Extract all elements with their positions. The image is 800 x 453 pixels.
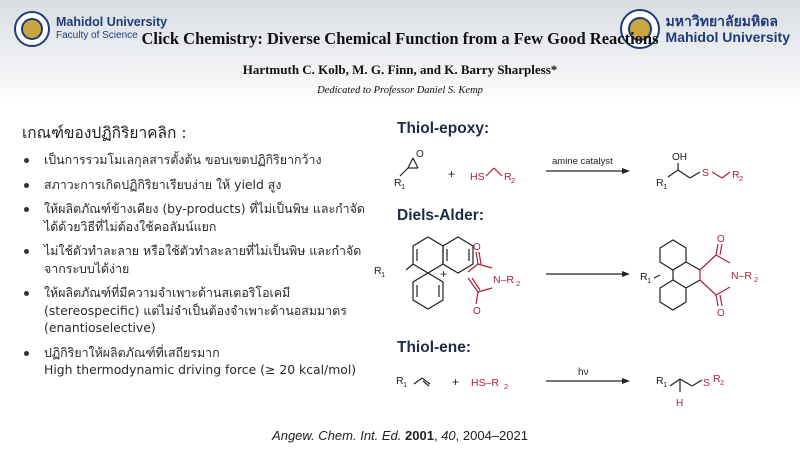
criteria-item-line: (enantioselective) <box>44 320 156 335</box>
svg-text:2: 2 <box>754 275 759 284</box>
svg-text:2: 2 <box>511 176 516 185</box>
citation-journal: Angew. Chem. Int. Ed. <box>272 428 402 443</box>
criteria-item-line: High thermodynamic driving force (≥ 20 kcal/mol) <box>44 362 357 377</box>
epoxy-product-structure <box>668 163 730 178</box>
epoxide-structure <box>400 158 418 176</box>
criteria-item-line: ไม่ใช้ตัวทำละลาย หรือใช้ตัวทำละลายที่ไม่เป็นพิษ และกำจัด <box>44 243 362 258</box>
epoxy-r1: R <box>394 177 402 189</box>
product-n-r2: N–R <box>731 270 753 282</box>
product-oh: OH <box>672 152 687 163</box>
svg-text:O: O <box>717 308 725 319</box>
criteria-item-line: ให้ผลิตภัณฑ์ที่มีความจำเพาะด้านสเตอริโอเคมี <box>44 285 291 300</box>
svg-text:1: 1 <box>403 380 408 389</box>
svg-text:+: + <box>440 267 448 281</box>
svg-text:1: 1 <box>663 182 668 191</box>
svg-text:R: R <box>656 177 664 189</box>
svg-text:2: 2 <box>739 174 744 183</box>
svg-text:R: R <box>732 169 740 181</box>
maleimide-n-r2: N–R <box>493 274 515 286</box>
svg-text:1: 1 <box>381 270 386 279</box>
diels-alder-label: Diels-Alder: <box>397 207 484 224</box>
criteria-item-line: ปฏิกิริยาให้ผลิตภัณฑ์ที่เสถียรมาก <box>44 344 220 360</box>
citation-pages: , 2004–2021 <box>455 428 528 443</box>
svg-text:2: 2 <box>516 279 521 288</box>
citation-volume: 40 <box>441 428 456 443</box>
logo-left-line2: Faculty of Science <box>56 30 138 41</box>
svg-text:O: O <box>473 306 481 317</box>
thiol-ene-product-structure <box>670 379 702 392</box>
thiol-ene-label: Thiol-ene: <box>397 339 472 356</box>
svg-text:R: R <box>396 375 404 387</box>
logo-right-line1: มหาวิทยาลัยมหิดล <box>665 13 778 29</box>
criteria-item-line: ให้ผลิตภัณฑ์ข้างเคียง (by-products) ที่ไม่เป็นพิษ และกำจัด <box>44 201 365 216</box>
paper-dedication: Dedicated to Professor Daniel S. Kemp <box>317 85 483 96</box>
paper-title: Click Chemistry: Diverse Chemical Function from a Few Good Reactions <box>141 29 659 48</box>
svg-text:R: R <box>640 271 648 283</box>
plus-sign: + <box>448 167 456 181</box>
thiol-structure <box>486 168 502 176</box>
svg-text:2: 2 <box>720 378 725 387</box>
da-r1: R <box>374 265 382 277</box>
criteria-item-line: เป็นการรวมโมเลกุลสารตั้งต้น ขอบเขตปฏิกิริยากว้าง <box>44 152 322 167</box>
criteria-item-line: จากระบบได้ง่าย <box>44 260 130 276</box>
citation-year: 2001 <box>405 428 434 443</box>
catalyst-label: amine catalyst <box>552 156 613 167</box>
thiol-ene-hs-r2: HS–R <box>471 377 500 389</box>
thiol-ene-sulfur: S <box>703 377 711 389</box>
svg-text:2: 2 <box>504 382 509 391</box>
svg-text:1: 1 <box>663 380 668 389</box>
svg-text:R: R <box>713 373 721 385</box>
citation: Angew. Chem. Int. Ed. 2001, 40, 2004–2021 <box>272 428 528 443</box>
product-sulfur: S <box>702 167 710 179</box>
alkene-structure <box>414 378 430 386</box>
maleimide-structure <box>468 252 492 304</box>
logo-left-line1: Mahidol University <box>56 15 168 29</box>
logo-right-line2: Mahidol University <box>665 29 790 45</box>
criteria-item-line: สภาวะการเกิดปฏิกิริยาเรียบง่าย ให้ yield สูง <box>44 176 282 192</box>
thiol-hs: HS <box>470 171 485 183</box>
criteria-item-line: ได้ด้วยวิธีที่ไม่ต้องใช้คอลัมน์แยก <box>44 218 217 234</box>
hv-label: hν <box>578 367 589 378</box>
svg-text:+: + <box>452 375 460 389</box>
criteria-heading: เกณฑ์ของปฏิกิริยาคลิก : <box>22 124 187 142</box>
epoxide-oxygen: O <box>416 149 424 160</box>
svg-text:O: O <box>473 242 481 253</box>
svg-text:1: 1 <box>647 276 652 285</box>
thiol-ene-h: H <box>676 398 684 409</box>
svg-text:R: R <box>656 375 664 387</box>
svg-text:1: 1 <box>401 182 406 191</box>
diels-alder-product-structure <box>654 240 700 310</box>
criteria-item-line: (stereospecific) แต่ไม่จำเป็นต้องจำเพาะด้านอสมมาตร <box>44 302 347 318</box>
thiol-r2: R <box>504 171 512 183</box>
paper-authors: Hartmuth C. Kolb, M. G. Finn, and K. Barry Sharpless* <box>242 62 558 77</box>
thiol-epoxy-label: Thiol-epoxy: <box>397 120 490 137</box>
svg-text:O: O <box>717 234 725 245</box>
